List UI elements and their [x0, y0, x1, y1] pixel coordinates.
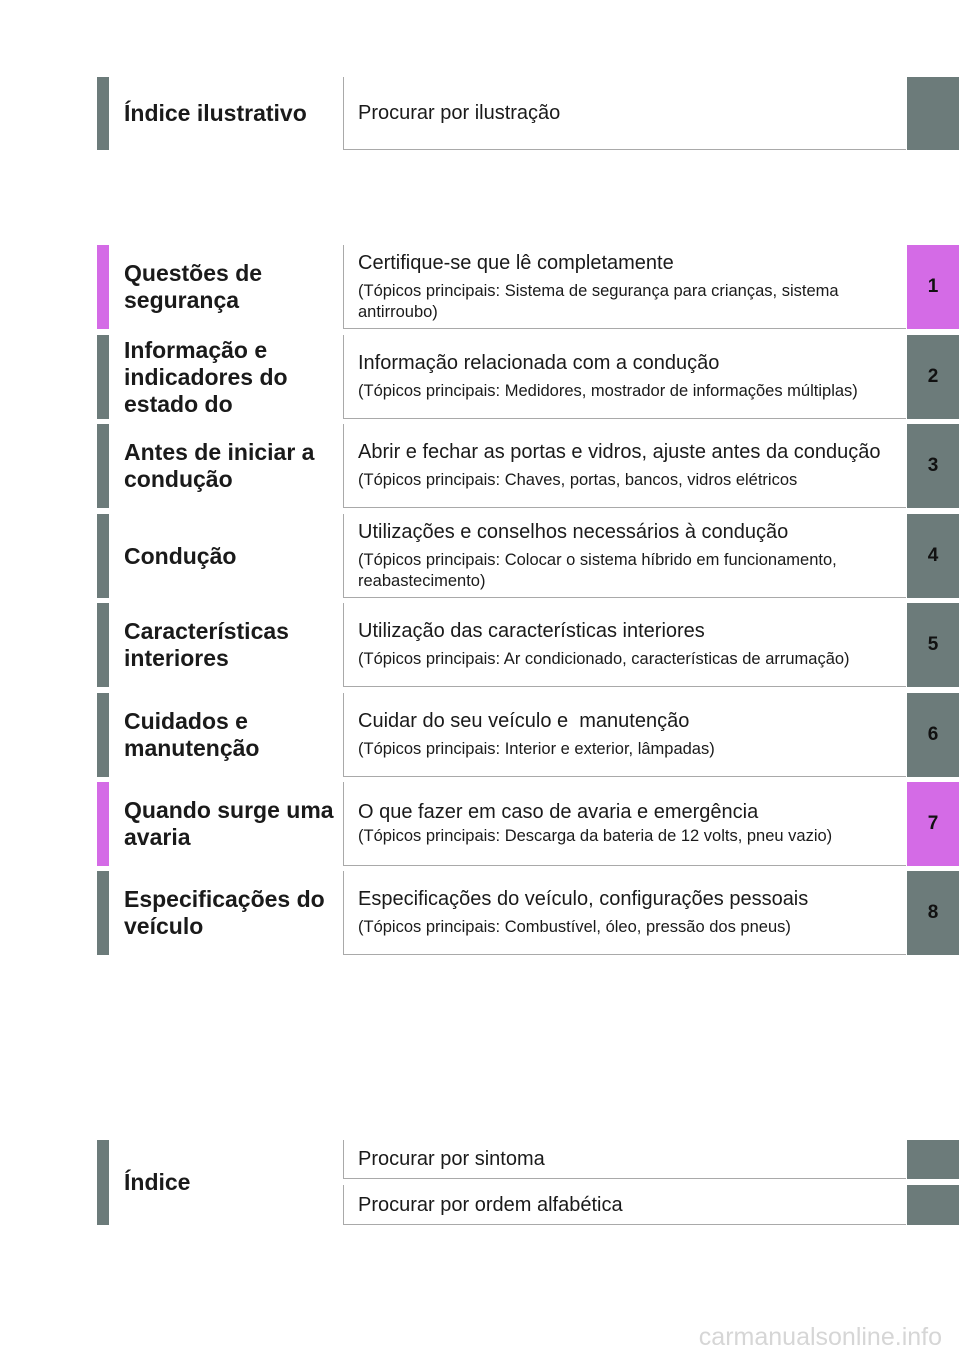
chapter-description [343, 424, 906, 508]
chapter-description [343, 245, 906, 329]
chapter-title: Características interiores [124, 618, 289, 671]
chapter-tab-2[interactable]: 2 [907, 335, 959, 419]
chapter-topics: (Tópicos principais: Medidores, mostrador de informações múltiplas) [358, 382, 858, 400]
watermark: carmanualsonline.info [698, 1323, 942, 1351]
chapter-summary: Cuidar do seu veículo e manutenção [358, 710, 690, 732]
chapter-row-4[interactable] [97, 514, 959, 598]
search-by-symptom-link[interactable]: Procurar por sintoma [343, 1140, 906, 1179]
chapter-summary: Certifique-se que lê completamente [358, 251, 674, 274]
accent-bar [97, 77, 109, 150]
illustrative-index-title: Índice ilustrativo [124, 100, 307, 126]
chapter-title: Informação e indicadores do estado do [124, 336, 288, 417]
chapter-description [343, 693, 906, 777]
chapter-row-1[interactable] [97, 245, 959, 329]
chapter-row-3[interactable] [97, 424, 959, 508]
accent-bar [97, 424, 109, 508]
chapter-topics: (Tópicos principais: Chaves, portas, bancos, vidros elétricos [358, 471, 798, 489]
chapter-topics: (Tópicos principais: Interior e exterior, lâmpadas) [358, 740, 715, 758]
accent-bar [97, 514, 109, 598]
chapter-topics: (Tópicos principais: Descarga da bateria de 12 volts, pneu vazio) [358, 827, 833, 845]
chapter-topics: (Tópicos principais: Ar condicionado, características de arrumação) [358, 650, 850, 668]
chapter-title: Antes de iniciar a condução [124, 439, 315, 492]
chapter-topics: (Tópicos principais: Combustível, óleo, pressão dos pneus) [358, 918, 791, 936]
illustrative-index-tab[interactable] [907, 77, 959, 150]
chapter-topics: (Tópicos principais: Sistema de segurança para crianças, sistema antirroubo) [358, 281, 839, 321]
chapter-tab-4[interactable]: 4 [907, 514, 959, 598]
chapter-summary: Informação relacionada com a condução [358, 352, 720, 374]
illustrative-index-row[interactable] [97, 77, 959, 150]
search-alphabetical-link[interactable]: Procurar por ordem alfabética [343, 1185, 906, 1225]
chapter-summary: Utilização das características interiores [358, 620, 705, 642]
chapter-tab-8[interactable]: 8 [907, 871, 959, 955]
chapter-description [343, 514, 906, 598]
chapter-tab-7[interactable]: 7 [907, 782, 959, 866]
search-by-illustration-link[interactable]: Procurar por ilustração [343, 77, 906, 150]
chapter-title: Especificações do veículo [124, 886, 325, 939]
search-alphabetical-row[interactable] [97, 1185, 959, 1225]
chapter-title: Questões de segurança [124, 260, 263, 313]
chapter-row-5[interactable] [97, 603, 959, 687]
accent-bar [97, 603, 109, 687]
index-title: Índice [124, 1169, 191, 1195]
chapter-summary: Especificações do veículo, configurações pessoais [358, 888, 809, 910]
chapter-title: Condução [124, 542, 237, 569]
accent-bar [97, 693, 109, 777]
chapter-summary: Utilizações e conselhos necessários à condução [358, 520, 789, 543]
chapter-description [343, 782, 906, 866]
accent-bar [97, 245, 109, 329]
chapter-tab-1[interactable]: 1 [907, 245, 959, 329]
chapter-row-6[interactable] [97, 693, 959, 777]
search-alphabetical-tab[interactable] [907, 1185, 959, 1225]
chapter-title: Cuidados e manutenção [124, 708, 260, 761]
accent-bar [97, 782, 109, 866]
chapter-topics: (Tópicos principais: Colocar o sistema híbrido em funcionamento, reabastecimento) [358, 550, 837, 590]
chapter-title: Quando surge uma avaria [124, 797, 334, 850]
search-by-symptom-tab[interactable] [907, 1140, 959, 1179]
chapter-tab-5[interactable]: 5 [907, 603, 959, 687]
chapter-row-7[interactable] [97, 782, 959, 866]
chapter-description [343, 335, 906, 419]
chapter-row-8[interactable] [97, 871, 959, 955]
accent-bar [97, 871, 109, 955]
search-by-symptom-row[interactable] [97, 1140, 959, 1179]
chapter-tab-6[interactable]: 6 [907, 693, 959, 777]
chapter-row-2[interactable] [97, 335, 959, 419]
chapter-description [343, 871, 906, 955]
chapter-summary: Abrir e fechar as portas e vidros, ajuste antes da condução [358, 441, 881, 463]
chapter-description [343, 603, 906, 687]
chapter-tab-3[interactable]: 3 [907, 424, 959, 508]
accent-bar [97, 335, 109, 419]
chapter-summary: O que fazer em caso de avaria e emergência [358, 801, 759, 823]
